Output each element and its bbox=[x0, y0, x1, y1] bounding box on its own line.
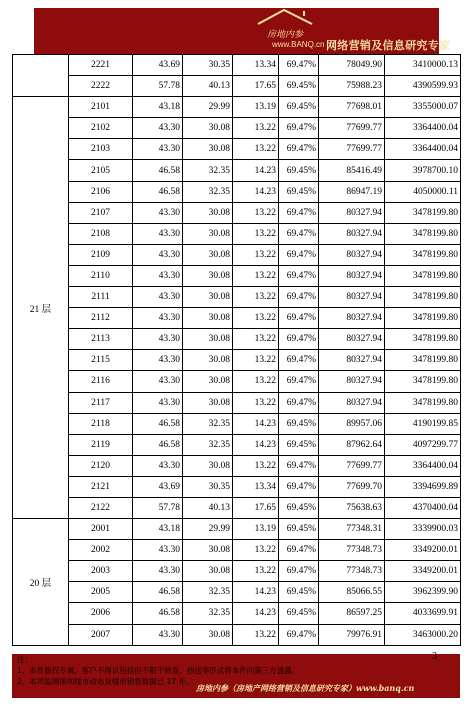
table-row bbox=[13, 244, 461, 265]
table-cell: 69.47% bbox=[279, 287, 319, 308]
table-cell: 2108 bbox=[69, 223, 133, 244]
table-cell: 13.22 bbox=[233, 371, 279, 392]
table-cell: 69.47% bbox=[279, 223, 319, 244]
table-cell: 2106 bbox=[69, 181, 133, 202]
table-row bbox=[13, 308, 461, 329]
table-row bbox=[13, 497, 461, 518]
table-cell: 13.22 bbox=[233, 265, 279, 286]
table-cell: 3349200.01 bbox=[385, 561, 461, 582]
table-cell: 4097299.77 bbox=[385, 434, 461, 455]
table-cell: 2001 bbox=[69, 519, 133, 540]
table-cell: 80327.94 bbox=[319, 223, 385, 244]
table-cell: 30.08 bbox=[183, 265, 233, 286]
table-cell: 69.47% bbox=[279, 308, 319, 329]
table-cell: 3978700.10 bbox=[385, 160, 461, 181]
floor-label bbox=[13, 55, 69, 97]
table-cell: 2117 bbox=[69, 392, 133, 413]
table-cell: 4033699.91 bbox=[385, 603, 461, 624]
table-cell: 69.45% bbox=[279, 97, 319, 118]
table-cell: 3478199.80 bbox=[385, 371, 461, 392]
table-cell: 69.47% bbox=[279, 540, 319, 561]
table-cell: 13.22 bbox=[233, 118, 279, 139]
table-cell: 46.58 bbox=[133, 160, 183, 181]
table-cell: 3339900.03 bbox=[385, 519, 461, 540]
table-row bbox=[13, 540, 461, 561]
table-cell: 40.13 bbox=[183, 76, 233, 97]
table-cell: 13.22 bbox=[233, 561, 279, 582]
table-cell: 13.22 bbox=[233, 350, 279, 371]
table-cell: 80327.94 bbox=[319, 308, 385, 329]
table-cell: 2115 bbox=[69, 350, 133, 371]
table-cell: 2006 bbox=[69, 603, 133, 624]
table-cell: 80327.94 bbox=[319, 265, 385, 286]
table-cell: 80327.94 bbox=[319, 244, 385, 265]
table-cell: 2111 bbox=[69, 287, 133, 308]
table-cell: 69.45% bbox=[279, 497, 319, 518]
table-cell: 77348.73 bbox=[319, 561, 385, 582]
table-cell: 3478199.80 bbox=[385, 350, 461, 371]
table-cell: 13.19 bbox=[233, 97, 279, 118]
table-cell: 30.08 bbox=[183, 540, 233, 561]
table-cell: 2101 bbox=[69, 97, 133, 118]
unit-price-table bbox=[12, 54, 461, 646]
table-cell: 30.08 bbox=[183, 139, 233, 160]
table-cell: 3364400.04 bbox=[385, 455, 461, 476]
table-row bbox=[13, 265, 461, 286]
table-cell: 30.08 bbox=[183, 244, 233, 265]
table-cell: 46.58 bbox=[133, 434, 183, 455]
table-cell: 2005 bbox=[69, 582, 133, 603]
table-cell: 30.08 bbox=[183, 455, 233, 476]
table-cell: 13.22 bbox=[233, 287, 279, 308]
table-cell: 2110 bbox=[69, 265, 133, 286]
table-cell: 77698.01 bbox=[319, 97, 385, 118]
table-cell: 80327.94 bbox=[319, 392, 385, 413]
table-cell: 2007 bbox=[69, 624, 133, 645]
table-row bbox=[13, 413, 461, 434]
table-cell: 69.47% bbox=[279, 561, 319, 582]
table-cell: 13.19 bbox=[233, 519, 279, 540]
table-cell: 43.30 bbox=[133, 329, 183, 350]
table-cell: 2122 bbox=[69, 497, 133, 518]
notes-line-2: 2、本司监测深圳楼市动态及楼市销售数据已 17 年。 bbox=[17, 677, 194, 686]
table-cell: 3349200.01 bbox=[385, 540, 461, 561]
table-cell: 30.08 bbox=[183, 350, 233, 371]
table-cell: 80327.94 bbox=[319, 350, 385, 371]
table-cell: 3478199.80 bbox=[385, 287, 461, 308]
footer-brand-text: 房地内参（房地产网络营销及信息研究专家）www.banq.cn bbox=[196, 683, 415, 693]
table-cell: 4190199.85 bbox=[385, 413, 461, 434]
table-cell: 13.22 bbox=[233, 308, 279, 329]
brand-title: 网络营销及信息研究专家 bbox=[326, 39, 451, 52]
brand-name: 房地内参 bbox=[267, 29, 304, 39]
table-cell: 80327.94 bbox=[319, 371, 385, 392]
table-cell: 13.22 bbox=[233, 202, 279, 223]
table-cell: 80327.94 bbox=[319, 202, 385, 223]
table-cell: 3364400.04 bbox=[385, 118, 461, 139]
table-cell: 3478199.80 bbox=[385, 265, 461, 286]
table-cell: 69.45% bbox=[279, 603, 319, 624]
table-cell: 30.08 bbox=[183, 392, 233, 413]
table-cell: 3463000.20 bbox=[385, 624, 461, 645]
table-cell: 43.30 bbox=[133, 308, 183, 329]
table-row bbox=[13, 287, 461, 308]
table-cell: 69.47% bbox=[279, 455, 319, 476]
table-cell: 43.30 bbox=[133, 561, 183, 582]
table-row bbox=[13, 223, 461, 244]
table-cell: 43.30 bbox=[133, 223, 183, 244]
table-row bbox=[13, 561, 461, 582]
table-row bbox=[13, 476, 461, 497]
table-cell: 43.30 bbox=[133, 540, 183, 561]
table-row bbox=[13, 624, 461, 645]
table-cell: 3394699.89 bbox=[385, 476, 461, 497]
table-cell: 3478199.80 bbox=[385, 202, 461, 223]
table-cell: 77699.77 bbox=[319, 118, 385, 139]
table-cell: 13.22 bbox=[233, 624, 279, 645]
table-cell: 75638.63 bbox=[319, 497, 385, 518]
table-cell: 57.78 bbox=[133, 76, 183, 97]
table-cell: 4050000.11 bbox=[385, 181, 461, 202]
table-cell: 30.08 bbox=[183, 223, 233, 244]
table-cell: 30.08 bbox=[183, 308, 233, 329]
table-row bbox=[13, 139, 461, 160]
table-cell: 2120 bbox=[69, 455, 133, 476]
table-cell: 69.45% bbox=[279, 413, 319, 434]
table-cell: 69.47% bbox=[279, 244, 319, 265]
table-cell: 14.23 bbox=[233, 181, 279, 202]
table-cell: 77348.73 bbox=[319, 540, 385, 561]
table-cell: 2102 bbox=[69, 118, 133, 139]
table-row bbox=[13, 202, 461, 223]
table-cell: 77699.77 bbox=[319, 139, 385, 160]
table-cell: 77699.77 bbox=[319, 455, 385, 476]
table-cell: 89957.06 bbox=[319, 413, 385, 434]
table-cell: 69.45% bbox=[279, 76, 319, 97]
table-cell: 3478199.80 bbox=[385, 392, 461, 413]
notes-line-1: 1、本件版权专属，客户不得以包括但不限于转发、抄送等形式将本件向第三方透露。 bbox=[17, 666, 300, 675]
table-cell: 2113 bbox=[69, 329, 133, 350]
table-cell: 43.30 bbox=[133, 139, 183, 160]
floor-label: 21 层 bbox=[13, 97, 69, 519]
table-cell: 69.45% bbox=[279, 181, 319, 202]
page-number: 3 bbox=[432, 651, 437, 662]
floor-label: 20 层 bbox=[13, 519, 69, 646]
table-cell: 2116 bbox=[69, 371, 133, 392]
table-cell: 14.23 bbox=[233, 603, 279, 624]
table-cell: 13.22 bbox=[233, 455, 279, 476]
table-cell: 69.47% bbox=[279, 350, 319, 371]
table-cell: 4370400.04 bbox=[385, 497, 461, 518]
table-cell: 77348.31 bbox=[319, 519, 385, 540]
table-cell: 2119 bbox=[69, 434, 133, 455]
table-row bbox=[13, 55, 461, 76]
table-cell: 2112 bbox=[69, 308, 133, 329]
table-cell: 30.08 bbox=[183, 624, 233, 645]
table-cell: 46.58 bbox=[133, 582, 183, 603]
table-cell: 87962.64 bbox=[319, 434, 385, 455]
table-cell: 86947.19 bbox=[319, 181, 385, 202]
table-cell: 46.58 bbox=[133, 413, 183, 434]
table-row bbox=[13, 350, 461, 371]
table-cell: 2107 bbox=[69, 202, 133, 223]
table-cell: 32.35 bbox=[183, 603, 233, 624]
table-cell: 3478199.80 bbox=[385, 308, 461, 329]
table-cell: 2003 bbox=[69, 561, 133, 582]
table-cell: 57.78 bbox=[133, 497, 183, 518]
table-cell: 13.22 bbox=[233, 329, 279, 350]
table-cell: 2105 bbox=[69, 160, 133, 181]
table-cell: 69.45% bbox=[279, 519, 319, 540]
table-cell: 3364400.04 bbox=[385, 139, 461, 160]
table-row bbox=[13, 160, 461, 181]
table-cell: 43.30 bbox=[133, 455, 183, 476]
table-cell: 85066.55 bbox=[319, 582, 385, 603]
table-cell: 77699.70 bbox=[319, 476, 385, 497]
table-cell: 14.23 bbox=[233, 434, 279, 455]
table-cell: 29.99 bbox=[183, 97, 233, 118]
table-row bbox=[13, 118, 461, 139]
table-cell: 13.22 bbox=[233, 244, 279, 265]
table-cell: 32.35 bbox=[183, 434, 233, 455]
table-cell: 30.08 bbox=[183, 329, 233, 350]
table-cell: 32.35 bbox=[183, 582, 233, 603]
table-row bbox=[13, 181, 461, 202]
table-cell: 86597.25 bbox=[319, 603, 385, 624]
table-cell: 43.18 bbox=[133, 97, 183, 118]
table-cell: 43.69 bbox=[133, 476, 183, 497]
table-row bbox=[13, 76, 461, 97]
table-row bbox=[13, 582, 461, 603]
table-cell: 43.30 bbox=[133, 202, 183, 223]
table-row bbox=[13, 603, 461, 624]
table-cell: 3478199.80 bbox=[385, 223, 461, 244]
table-cell: 80327.94 bbox=[319, 287, 385, 308]
table-cell: 14.23 bbox=[233, 413, 279, 434]
table-cell: 3478199.80 bbox=[385, 329, 461, 350]
table-cell: 69.45% bbox=[279, 160, 319, 181]
table-row bbox=[13, 455, 461, 476]
table-cell: 30.35 bbox=[183, 55, 233, 76]
table-cell: 43.30 bbox=[133, 371, 183, 392]
table-row bbox=[13, 519, 461, 540]
table-cell: 43.30 bbox=[133, 350, 183, 371]
table-cell: 69.47% bbox=[279, 392, 319, 413]
table-cell: 13.22 bbox=[233, 223, 279, 244]
table-cell: 30.08 bbox=[183, 202, 233, 223]
table-cell: 30.08 bbox=[183, 561, 233, 582]
table-cell: 46.58 bbox=[133, 603, 183, 624]
table-cell: 13.22 bbox=[233, 139, 279, 160]
table-cell: 69.47% bbox=[279, 329, 319, 350]
table-cell: 69.47% bbox=[279, 265, 319, 286]
table-cell: 43.30 bbox=[133, 265, 183, 286]
table-cell: 2221 bbox=[69, 55, 133, 76]
table-cell: 14.23 bbox=[233, 582, 279, 603]
table-cell: 43.30 bbox=[133, 244, 183, 265]
table-cell: 30.35 bbox=[183, 476, 233, 497]
table-cell: 2109 bbox=[69, 244, 133, 265]
table-cell: 14.23 bbox=[233, 160, 279, 181]
table-cell: 32.35 bbox=[183, 181, 233, 202]
table-cell: 13.22 bbox=[233, 540, 279, 561]
table-cell: 69.45% bbox=[279, 582, 319, 603]
notes-label: 注： bbox=[17, 655, 32, 664]
brand-url: www.BANQ.cn bbox=[272, 40, 325, 49]
table-cell: 32.35 bbox=[183, 413, 233, 434]
table-cell: 69.47% bbox=[279, 55, 319, 76]
table-cell: 30.08 bbox=[183, 371, 233, 392]
table-cell: 2121 bbox=[69, 476, 133, 497]
table-cell: 13.34 bbox=[233, 55, 279, 76]
table-cell: 2118 bbox=[69, 413, 133, 434]
table-cell: 69.47% bbox=[279, 371, 319, 392]
table-cell: 2002 bbox=[69, 540, 133, 561]
table-cell: 69.47% bbox=[279, 118, 319, 139]
table-cell: 30.08 bbox=[183, 118, 233, 139]
table-cell: 43.30 bbox=[133, 392, 183, 413]
table-cell: 75988.23 bbox=[319, 76, 385, 97]
table-cell: 43.30 bbox=[133, 287, 183, 308]
table-cell: 43.30 bbox=[133, 624, 183, 645]
table-row bbox=[13, 392, 461, 413]
table-cell: 17.65 bbox=[233, 76, 279, 97]
table-cell: 29.99 bbox=[183, 519, 233, 540]
table-cell: 46.58 bbox=[133, 181, 183, 202]
table-cell: 69.47% bbox=[279, 139, 319, 160]
table-cell: 69.47% bbox=[279, 624, 319, 645]
table-cell: 4390599.93 bbox=[385, 76, 461, 97]
table-cell: 78049.90 bbox=[319, 55, 385, 76]
table-cell: 79976.91 bbox=[319, 624, 385, 645]
table-cell: 13.22 bbox=[233, 392, 279, 413]
table-cell: 17.65 bbox=[233, 497, 279, 518]
table-row bbox=[13, 434, 461, 455]
table-row bbox=[13, 97, 461, 118]
table-cell: 2222 bbox=[69, 76, 133, 97]
table-cell: 32.35 bbox=[183, 160, 233, 181]
table-cell: 30.08 bbox=[183, 287, 233, 308]
table-cell: 80327.94 bbox=[319, 329, 385, 350]
table-cell: 85416.49 bbox=[319, 160, 385, 181]
table-row bbox=[13, 371, 461, 392]
table-cell: 43.30 bbox=[133, 118, 183, 139]
table-cell: 43.69 bbox=[133, 55, 183, 76]
table-cell: 3355000.07 bbox=[385, 97, 461, 118]
table-row bbox=[13, 329, 461, 350]
table-cell: 13.34 bbox=[233, 476, 279, 497]
table-cell: 40.13 bbox=[183, 497, 233, 518]
table-cell: 69.47% bbox=[279, 476, 319, 497]
table-cell: 43.18 bbox=[133, 519, 183, 540]
table-cell: 2103 bbox=[69, 139, 133, 160]
table-cell: 69.47% bbox=[279, 202, 319, 223]
table-cell: 3962399.90 bbox=[385, 582, 461, 603]
table-cell: 3410000.13 bbox=[385, 55, 461, 76]
table-cell: 3478199.80 bbox=[385, 244, 461, 265]
table-cell: 69.45% bbox=[279, 434, 319, 455]
